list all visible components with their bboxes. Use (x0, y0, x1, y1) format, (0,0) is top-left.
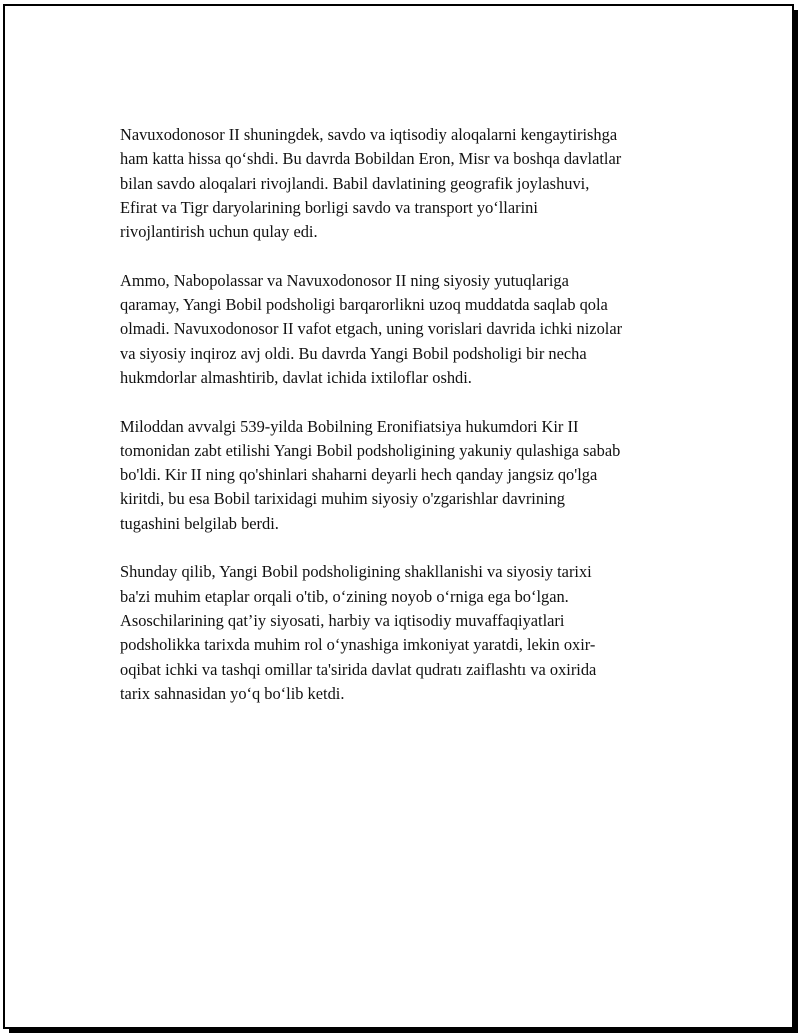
paragraph-2 (120, 269, 690, 390)
text-line: tarix sahnasidan yo‘q bo‘lib ketdi. (120, 683, 345, 703)
paragraph-1 (120, 123, 690, 244)
paragraph-4 (120, 560, 690, 706)
text-line: oqibat ichki va tashqi omillar ta'sirida davlat qudratı zaiflashtı va oxirida (120, 659, 597, 679)
text-line: hukmdorlar almashtirib, davlat ichida ixtiloflar oshdi. (120, 367, 472, 387)
text-line: bilan savdo aloqalari rivojlandi. Babil davlatining geografik joylashuvi, (120, 173, 590, 193)
paragraph-3 (120, 415, 690, 536)
text-line: bo'ldi. Kir II ning qo'shinlari shaharni deyarli hech qanday jangsiz qo'lga (120, 465, 598, 485)
page (3, 4, 794, 1029)
text-line: rivojlantirish uchun qulay edi. (120, 222, 318, 242)
text-line: Efirat va Tigr daryolarining borligi savdo va transport yo‘llarini (120, 197, 538, 217)
text-line: olmadi. Navuxodonosor II vafot etgach, uning vorislari davrida ichki nizolar (120, 319, 623, 339)
text-line: ham katta hissa qo‘shdi. Bu davrda Bobildan Eron, Misr va boshqa davlatlar (120, 149, 622, 169)
text-line: qaramay, Yangi Bobil podsholigi barqarorlikni uzoq muddatda saqlab qola (120, 295, 608, 315)
text-line: ba'zi muhim etaplar orqali o'tib, o‘zining noyob o‘rniga ega bo‘lgan. (120, 586, 569, 606)
text-line: va siyosiy inqiroz avj oldi. Bu davrda Yangi Bobil podsholigi bir necha (120, 343, 587, 363)
text-line: Miloddan avvalgi 539-yilda Bobilning Eronifiatsiya hukumdori Kir II (120, 416, 579, 436)
text-line: Shunday qilib, Yangi Bobil podsholigining shakllanishi va siyosiy tarixi (120, 562, 592, 582)
document-body (120, 123, 690, 730)
text-line: Asoschilarining qat’iy siyosati, harbiy va iqtisodiy muvaffaqiyatlari (120, 610, 565, 630)
text-line: tugashini belgilab berdi. (120, 513, 279, 533)
text-line: podsholikka tarixda muhim rol o‘ynashiga imkoniyat yaratdi, lekin oxir- (120, 635, 596, 655)
text-line: Navuxodonosor II shuningdek, savdo va iqtisodiy aloqalarni kengaytirishga (120, 125, 618, 144)
text-line: Ammo, Nabopolassar va Navuxodonosor II ning siyosiy yutuqlariga (120, 270, 569, 290)
text-line: tomonidan zabt etilishi Yangi Bobil podsholigining yakuniy qulashiga sabab (120, 440, 621, 460)
text-line: kiritdi, bu esa Bobil tarixidagi muhim siyosiy o'zgarishlar davrining (120, 489, 565, 509)
